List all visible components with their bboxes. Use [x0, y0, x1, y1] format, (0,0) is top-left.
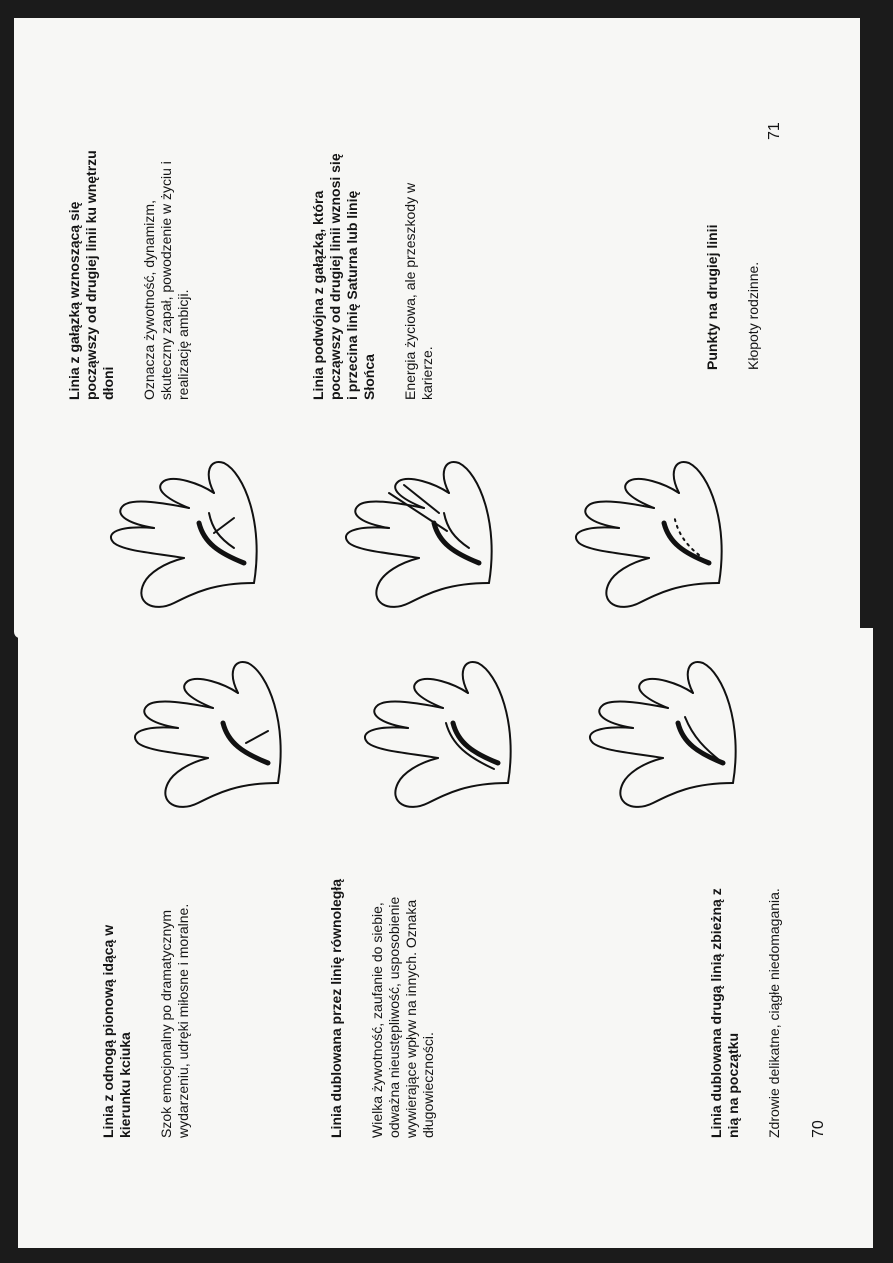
entry-right-2	[310, 150, 436, 400]
entry-description: Wielka żywotność, zaufanie do siebie, odważna nieustępliwość, usposobienie wywierające wpływ na innych. Oznaka długowieczności.	[369, 896, 436, 1138]
entry-title: Linia z gałązką wznoszącą się począwszy od drugiej linii ku wnętrzu dłoni	[66, 150, 116, 400]
palm-illustration-1	[69, 438, 299, 618]
entry-left-2	[328, 868, 437, 1138]
entry-title: Linia dublowana drugą linią zbieżną z nią na początku	[708, 888, 741, 1138]
palm-illustration-5	[323, 638, 553, 818]
palm-illustration-2	[304, 438, 534, 618]
palm-illustration-3	[534, 438, 764, 618]
entry-title: Linia podwójna z gałązką, która począwszy od drugiej linii wznosi się i przecina linię Saturna lub linię Słońca	[310, 153, 377, 400]
left-page	[18, 628, 873, 1248]
entry-description: Szok emocjonalny po dramatycznym wydarzeniu, udręki miłosne i moralne.	[158, 903, 191, 1138]
palm-illustration-4	[93, 638, 323, 818]
entry-title: Punkty na drugiej linii	[704, 224, 720, 370]
page-number: 71	[766, 122, 783, 140]
right-page	[14, 18, 860, 638]
entry-left-3	[708, 868, 783, 1138]
page-number: 70	[810, 1120, 827, 1138]
entry-title: Linia z odnogą pionową idącą w kierunku kciuka	[100, 924, 133, 1138]
entry-right-3	[704, 120, 762, 370]
entry-description: Energia życiowa, ale przeszkody w karierze.	[402, 182, 435, 400]
entry-description: Kłopoty rodzinne.	[745, 261, 761, 370]
entry-right-1	[66, 150, 192, 400]
entry-description: Zdrowie delikatne, ciągłe niedomagania.	[766, 888, 782, 1138]
entry-title: Linia dublowana przez linię równoległą	[328, 878, 344, 1138]
entry-description: Oznacza żywotność, dynamizm, skuteczny zapał, powodzenie w życiu i realizację ambicji.	[141, 161, 191, 400]
palm-illustration-6	[548, 638, 778, 818]
entry-left-1	[100, 868, 192, 1138]
